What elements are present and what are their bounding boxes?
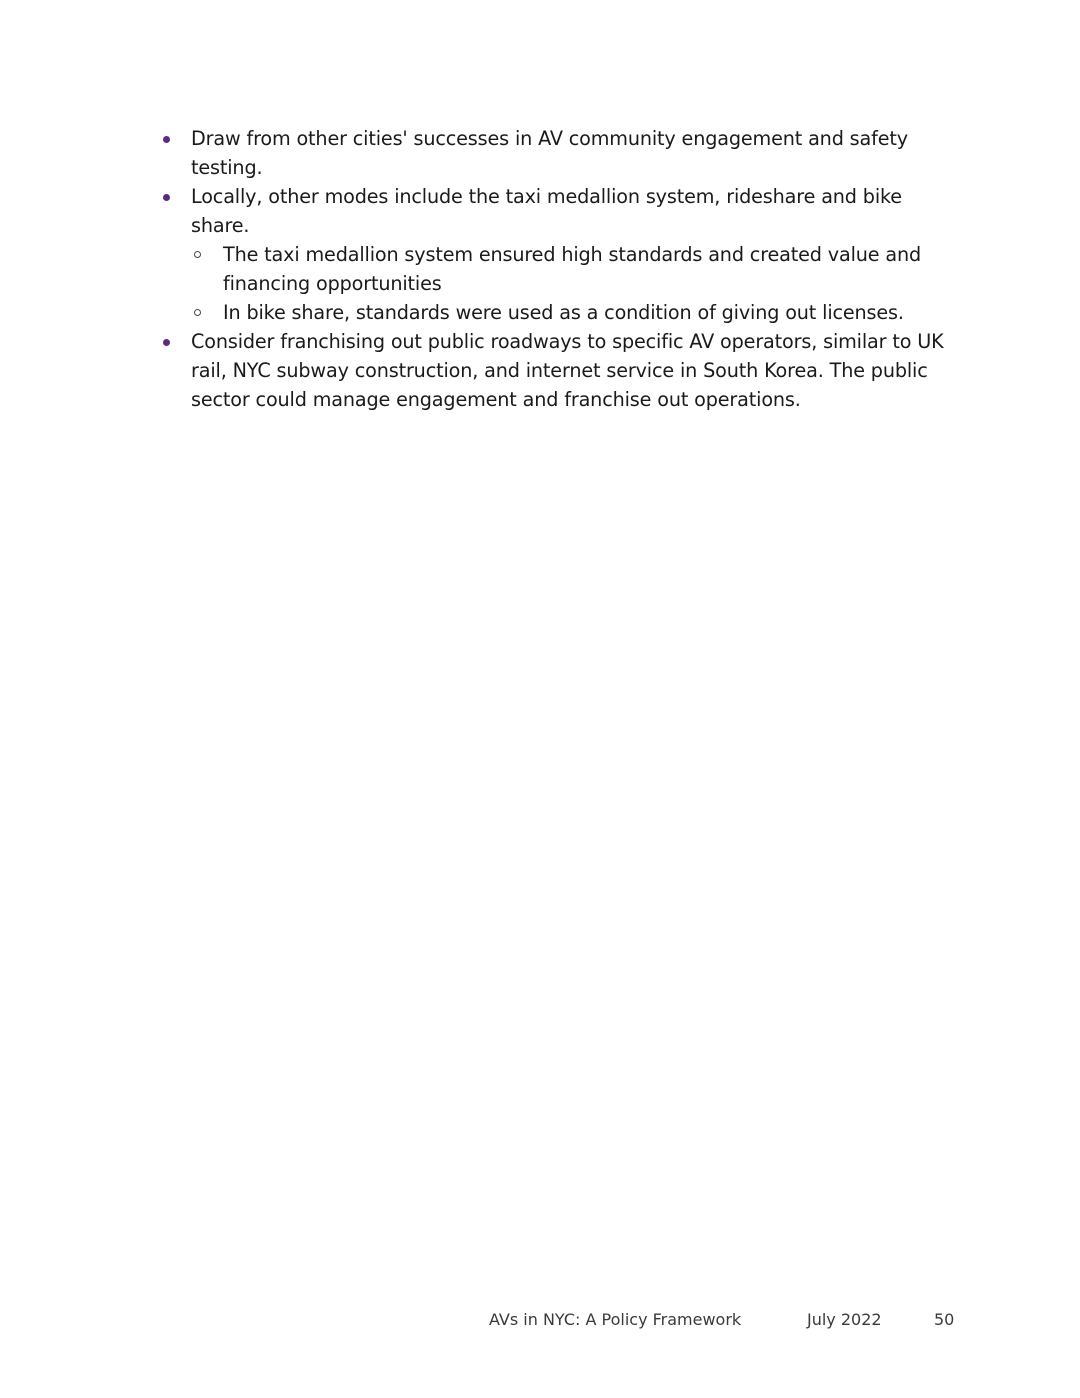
footer-date: July 2022 <box>807 1310 882 1329</box>
bullet-dot-icon <box>163 136 170 143</box>
page-footer <box>0 1310 1080 1334</box>
bullet-list <box>160 124 960 240</box>
sub-bullet-text: In bike share, standards were used as a condition of giving out licenses. <box>223 301 904 324</box>
bullet-text: Draw from other cities' successes in AV community engagement and safety testing. <box>191 127 908 179</box>
footer-page-number: 50 <box>934 1310 955 1329</box>
sub-bullet-item <box>223 298 960 327</box>
sub-bullet-item <box>223 240 960 298</box>
bullet-text: Consider franchising out public roadways to specific AV operators, similar to UK rail, NYC subway construction, and internet service in South Korea. The public sector could manage engagement and franchise out operations. <box>191 330 944 411</box>
sub-bullet-text: The taxi medallion system ensured high standards and created value and financing opportunities <box>223 243 922 295</box>
bullet-list <box>160 327 960 414</box>
footer-document-title: AVs in NYC: A Policy Framework <box>489 1310 742 1329</box>
bullet-dot-icon <box>163 339 170 346</box>
page-body <box>160 124 960 414</box>
bullet-dot-icon <box>163 194 170 201</box>
hollow-circle-bullet-icon <box>194 309 201 316</box>
hollow-circle-bullet-icon <box>194 251 201 258</box>
bullet-text: Locally, other modes include the taxi medallion system, rideshare and bike share. <box>191 185 902 237</box>
bullet-item <box>160 327 960 414</box>
bullet-item <box>160 124 960 182</box>
bullet-item <box>160 182 960 240</box>
sub-bullet-list <box>160 240 960 327</box>
